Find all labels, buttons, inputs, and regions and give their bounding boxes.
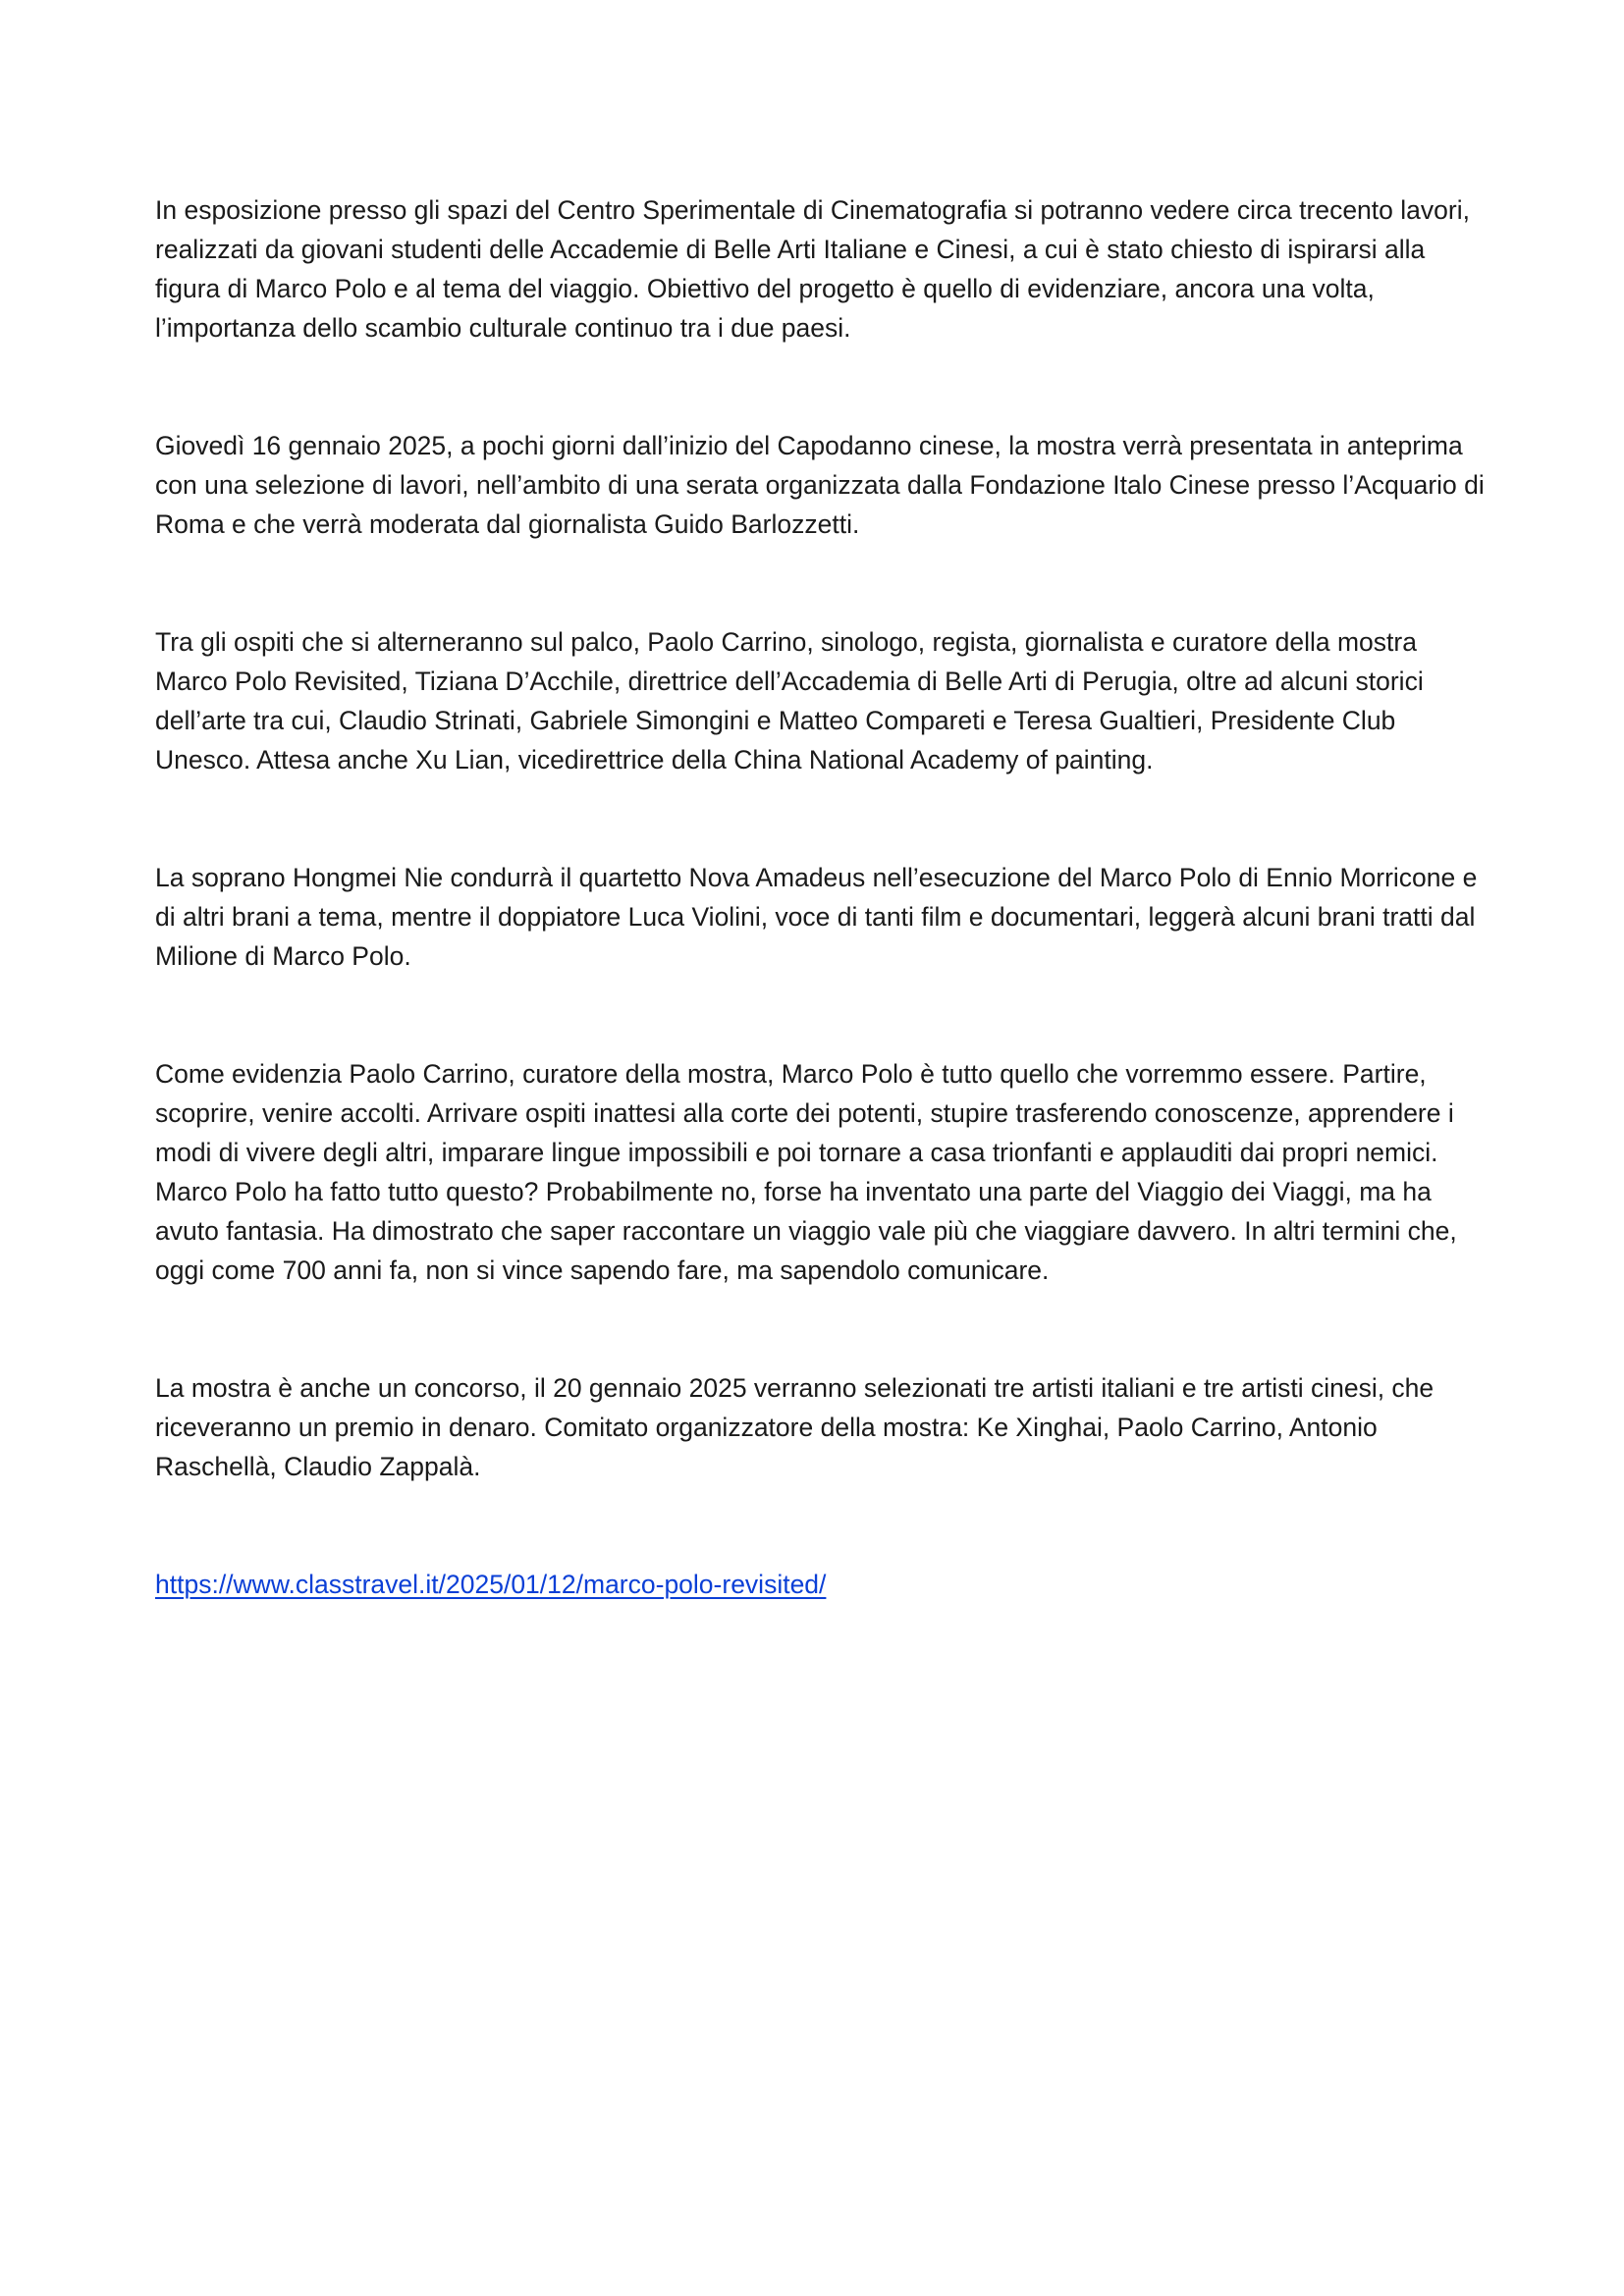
source-link-line	[155, 1565, 1490, 1604]
paragraph-preview-event: Giovedì 16 gennaio 2025, a pochi giorni dall’inizio del Capodanno cinese, la mostra verrà presentata in anteprima con una selezione di lavori, nell’ambito di una serata organizzata dalla Fondazione Italo Cinese presso l’Acquario di Roma e che verrà moderata dal giornalista Guido Barlozzetti.	[155, 431, 1485, 539]
paragraph-competition: La mostra è anche un concorso, il 20 gennaio 2025 verranno selezionati tre artisti italiani e tre artisti cinesi, che riceveranno un premio in denaro. Comitato organizzatore della mostra: Ke Xinghai, Paolo Carrino, Antonio Raschellà, Claudio Zappalà.	[155, 1373, 1435, 1481]
paragraph-curator-quote: Come evidenzia Paolo Carrino, curatore della mostra, Marco Polo è tutto quello che vorremmo essere. Partire, scoprire, venire accolti. Arrivare ospiti inattesi alla corte dei potenti, stupire trasferendo conoscenze, apprendere i modi di vivere degli altri, imparare lingue impossibili e poi tornare a casa trionfanti e applauditi dai propri nemici. Marco Polo ha fatto tutto questo? Probabilmente no, forse ha inventato una parte del Viaggio dei Viaggi, ma ha avuto fantasia. Ha dimostrato che saper raccontare un viaggio vale più che viaggiare davvero. In altri termini che, oggi come 700 anni fa, non si vince sapendo fare, ma sapendolo comunicare.	[155, 1059, 1457, 1285]
paragraph-guests: Tra gli ospiti che si alterneranno sul palco, Paolo Carrino, sinologo, regista, giornalista e curatore della mostra Marco Polo Revisited, Tiziana D’Acchile, direttrice dell’Accademia di Belle Arti di Perugia, oltre ad alcuni storici dell’arte tra cui, Claudio Strinati, Gabriele Simongini e Matteo Compareti e Teresa Gualtieri, Presidente Club Unesco. Attesa anche Xu Lian, vicedirettrice della China National Academy of painting.	[155, 627, 1424, 774]
document-body	[155, 190, 1490, 1682]
paragraph-music: La soprano Hongmei Nie condurrà il quartetto Nova Amadeus nell’esecuzione del Marco Polo di Ennio Morricone e di altri brani a tema, mentre il doppiatore Luca Violini, voce di tanti film e documentari, leggerà alcuni brani tratti dal Milione di Marco Polo.	[155, 863, 1478, 971]
source-link[interactable]: https://www.classtravel.it/2025/01/12/marco-polo-revisited/	[155, 1570, 827, 1599]
paragraph-exhibition: In esposizione presso gli spazi del Centro Sperimentale di Cinematografia si potranno vedere circa trecento lavori, realizzati da giovani studenti delle Accademie di Belle Arti Italiane e Cinesi, a cui è stato chiesto di ispirarsi alla figura di Marco Polo e al tema del viaggio. Obiettivo del progetto è quello di evidenziare, ancora una volta, l’importanza dello scambio culturale continuo tra i due paesi.	[155, 195, 1470, 343]
